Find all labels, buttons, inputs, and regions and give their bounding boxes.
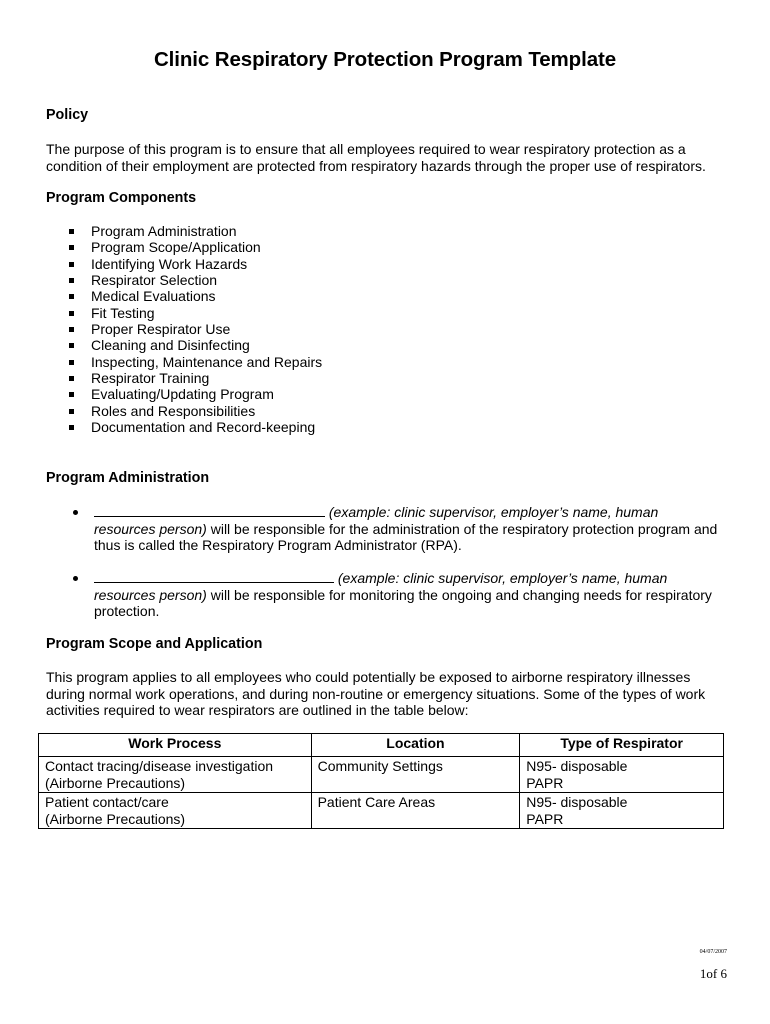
policy-text: The purpose of this program is to ensure that all employees required to wear respiratory protection as a condition of their employment are protected from respiratory hazards through the proper use of respirators. <box>46 141 706 174</box>
list-item: Respirator Selection <box>46 272 322 288</box>
list-item: Documentation and Record-keeping <box>46 419 322 435</box>
list-item: Proper Respirator Use <box>46 321 322 337</box>
round-bullet-icon <box>73 510 78 515</box>
page-title: Clinic Respiratory Protection Program Template <box>153 48 617 71</box>
cell-work-process: Contact tracing/disease investigation (Airborne Precautions) <box>39 757 312 793</box>
page-number: 1of 6 <box>699 966 727 981</box>
square-bullet-icon <box>69 294 74 299</box>
list-item: Inspecting, Maintenance and Repairs <box>46 354 322 370</box>
list-item: Respirator Training <box>46 370 322 386</box>
list-item: Roles and Responsibilities <box>46 403 322 419</box>
cell-location: Patient Care Areas <box>311 793 520 829</box>
square-bullet-icon <box>69 376 74 381</box>
square-bullet-icon <box>69 311 74 316</box>
list-item: Evaluating/Updating Program <box>46 386 322 402</box>
cell-respirator-type: N95- disposable PAPR <box>520 793 724 829</box>
square-bullet-icon <box>69 229 74 234</box>
administration-item-text: (example: clinic supervisor, employer’s name, human resources person) will be responsible for the administration of the respiratory protection program and thus is called the Respiratory Program Administrator (RPA). <box>94 504 718 553</box>
list-item: Program Administration <box>46 223 322 239</box>
cell-location: Community Settings <box>311 757 520 793</box>
fill-in-blank[interactable] <box>94 504 325 517</box>
list-item: Fit Testing <box>46 305 322 321</box>
fill-in-blank[interactable] <box>94 570 334 583</box>
square-bullet-icon <box>69 409 74 414</box>
administration-item-text: (example: clinic supervisor, employer’s name, human resources person) will be responsible for monitoring the ongoing and changing needs for respiratory protection. <box>94 570 712 619</box>
square-bullet-icon <box>69 392 74 397</box>
list-item: Cleaning and Disinfecting <box>46 337 322 353</box>
square-bullet-icon <box>69 360 74 365</box>
cell-work-process: Patient contact/care (Airborne Precautions) <box>39 793 312 829</box>
column-header-location: Location <box>311 734 520 757</box>
list-item: Program Scope/Application <box>46 239 322 255</box>
policy-heading: Policy <box>46 107 89 123</box>
list-item: Identifying Work Hazards <box>46 256 322 272</box>
square-bullet-icon <box>69 245 74 250</box>
table-row <box>39 757 724 793</box>
square-bullet-icon <box>69 278 74 283</box>
square-bullet-icon <box>69 262 74 267</box>
list-item: Medical Evaluations <box>46 288 322 304</box>
work-process-table <box>38 733 724 829</box>
round-bullet-icon <box>73 576 78 581</box>
scope-text: This program applies to all employees who could potentially be exposed to airborne respiratory illnesses during normal work operations, and during non-routine or emergency situations. Some of the types of work activities required to wear respirators are outlined in the table below: <box>46 669 706 718</box>
components-heading: Program Components <box>46 190 197 206</box>
administration-heading: Program Administration <box>46 470 210 486</box>
scope-heading: Program Scope and Application <box>46 636 263 652</box>
footer-date: 04/07/2007 <box>699 949 727 955</box>
column-header-respirator-type: Type of Respirator <box>520 734 724 757</box>
square-bullet-icon <box>69 425 74 430</box>
cell-respirator-type: N95- disposable PAPR <box>520 757 724 793</box>
table-header-row <box>39 734 724 757</box>
square-bullet-icon <box>69 327 74 332</box>
components-list <box>46 223 322 435</box>
square-bullet-icon <box>69 343 74 348</box>
column-header-work-process: Work Process <box>39 734 312 757</box>
table-row <box>39 793 724 829</box>
